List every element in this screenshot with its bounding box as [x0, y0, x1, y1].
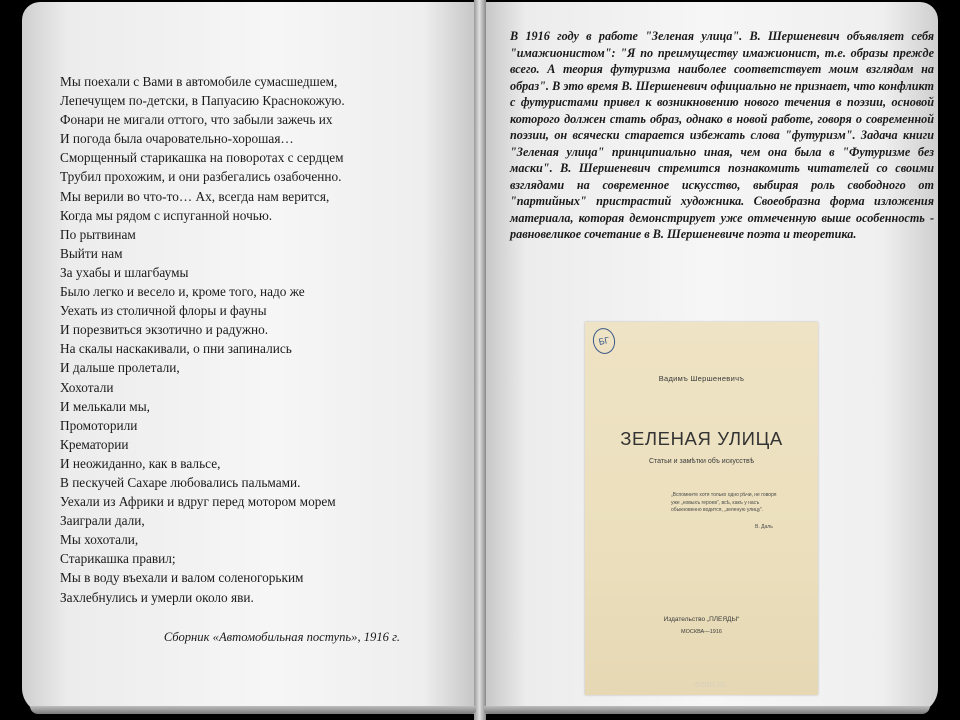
poem-line: Трубил прохожим, и они разбегались озабоченно. [60, 169, 342, 185]
poem-line: Захлебнулись и умерли около яви. [60, 589, 254, 605]
poem-line: И мелькали мы, [60, 398, 150, 414]
poem-line: Сморщенный старикашка на поворотах с сердцем [60, 150, 344, 166]
cover-city-year: МОСКВА—1916 [681, 629, 722, 635]
book-cover-image [585, 322, 818, 695]
cover-epigraph-author: В. Даль [755, 524, 773, 530]
poem-line: По рытвинам [60, 226, 136, 242]
poem-line: Уехали из Африки и вдруг перед мотором морем [60, 494, 336, 510]
poem-line: И дальше пролетали, [60, 360, 180, 376]
poem-line: Мы поехали с Вами в автомобиле сумасшедшем, [60, 74, 338, 89]
poem-line: Хохотали [60, 379, 114, 395]
poem-line: Крематории [60, 436, 129, 452]
poem-line: В пескучей Сахаре любовались пальмами. [60, 474, 301, 490]
library-stamp: БГ [591, 326, 618, 356]
poem-line: Старикашка правил; [60, 551, 176, 567]
poem-line: Мы хохотали, [60, 532, 139, 548]
poem-line: Мы в воду въехали и валом соленогорьким [60, 570, 304, 586]
cover-subtitle: Статьи и замѣтки объ искусствѣ [649, 458, 754, 465]
poem-line: Фонари не мигали оттого, что забыли зажечь их [60, 112, 333, 128]
cover-title: ЗЕЛЕНАЯ УЛИЦА [620, 428, 783, 449]
poem-source: Сборник «Автомобильная поступь», 1916 г. [163, 630, 400, 644]
page-edge-left [30, 706, 476, 714]
poem-line: Было легко и весело и, кроме того, надо же [60, 284, 305, 300]
poem-line: Заиграли дали, [60, 513, 145, 529]
watermark: ozon.ru [695, 679, 726, 689]
poem-line: За ухабы и шлагбаумы [60, 264, 189, 280]
poem-line: На скалы наскакивали, о пни запинались [60, 341, 292, 357]
cover-publisher: Издательство „ПЛЕЯДЫ“ [663, 616, 740, 623]
poem-line: И неожиданно, как в вальсе, [60, 455, 221, 471]
poem-line: Выйти нам [60, 245, 123, 261]
cover-epigraph: „Вспомните хотя только одно рѣчи, не говоря уже „новыхъ героев“, всѣ, какъ у насъ обыкновенно водится, „зеленую улицу“. [671, 492, 777, 513]
poem-line: И порезвиться экзотично и радужно. [60, 322, 269, 338]
poem [60, 72, 440, 607]
cover-author: Вадимъ Шершеневичъ [658, 374, 745, 383]
page-edge-right [484, 706, 930, 714]
essay-text: В 1916 году в работе "Зеленая улица". В. Шершеневич объявляет себя "имажионистом": "Я по преимуществу имажионист, т.е. образы прежде всего. А теория футуризма наиболее соответствует моим взглядам на образ". В это время В. Шершеневич официально не признает, что конфликт с футуристами привел к возникновению нового течения в поэзии, основой которого должен стать образ, однако в новой работе, говоря о современной поэзии, он всячески старается избежать слова "футуризм". Задача книги "Зеленая улица" принципиально иная, чем она была в "Футуризме без маски". В. Шершеневич стремится познакомить читателей со своими взглядами на современное искусство, выбирая роль свободного от "партийных" пристрастий художника. Своеобразна форма изложения материала, которая демонстрирует уже отмеченную выше особенность - равновеликое сочетание в В. Шершеневиче поэта и теоретика. [510, 29, 934, 241]
poem-line: Уехать из столичной флоры и фауны [60, 303, 267, 319]
poem-line: Промоторили [60, 417, 138, 433]
poem-line: Лепечущем по-детски, в Папуасию Краснокожую. [60, 93, 345, 109]
poem-line: И погода была очаровательно-хорошая… [60, 131, 294, 147]
poem-line: Когда мы рядом с испуганной ночью. [60, 207, 273, 223]
poem-line: Мы верили во что-то… Ах, всегда нам верится, [60, 188, 330, 204]
book-spine [474, 0, 486, 720]
